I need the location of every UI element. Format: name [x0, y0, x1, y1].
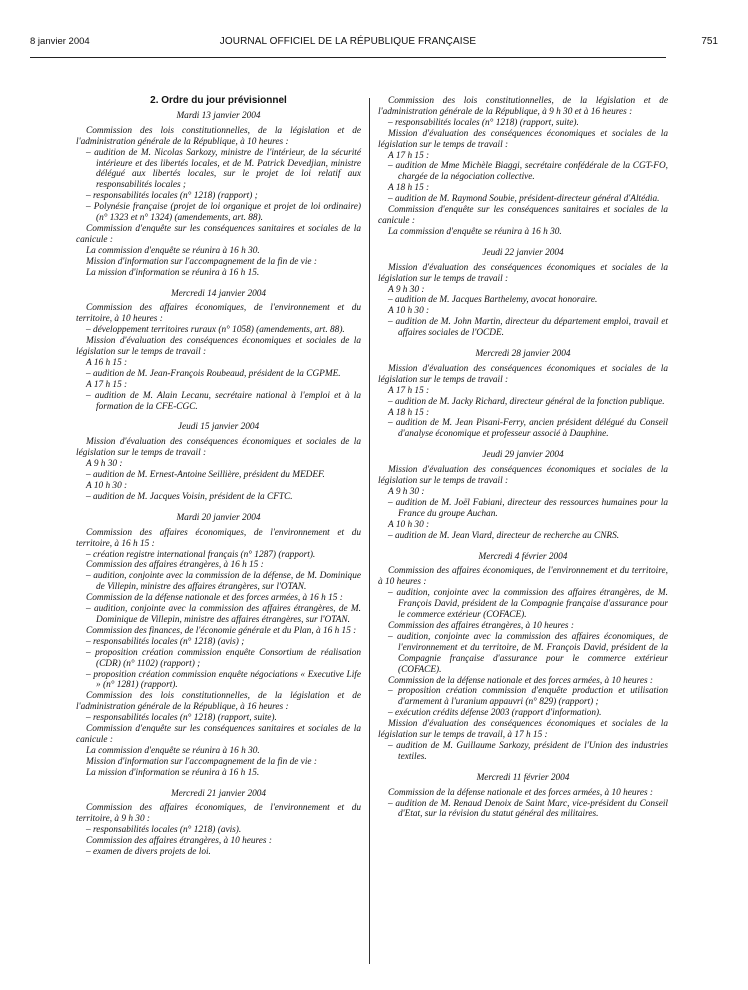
list-item: – audition, conjointe avec la commission des affaires économiques, de l'environnement et du territoire, de M. François David, président de la Compagnie française d'assurance pour le commerce extérieur (COFACE).	[378, 632, 668, 676]
paragraph: La mission d'information se réunira à 16 h 15.	[86, 267, 260, 278]
header-page-number: 751	[701, 36, 718, 47]
paragraph: Commission d'enquête sur les conséquences sanitaires et sociales de la canicule :	[378, 205, 668, 226]
paragraph: Mission d'évaluation des conséquences économiques et sociales de la législation sur le temps de travail :	[378, 363, 668, 385]
paragraph: Mission d'information sur l'accompagnement de la fin de vie :	[86, 756, 317, 767]
paragraph: Mission d'évaluation des conséquences économiques et sociales de la législation sur le temps de travail :	[378, 262, 668, 284]
paragraph: Commission de la défense nationale et des forces armées, à 10 heures :	[388, 675, 654, 686]
date-heading: Mercredi 28 janvier 2004	[475, 349, 571, 360]
date-heading: Jeudi 15 janvier 2004	[177, 422, 260, 433]
date-heading: Mercredi 11 février 2004	[476, 772, 570, 783]
time-label: A 10 h 30 :	[388, 306, 430, 317]
list-item: – audition de M. Alain Lecanu, secrétaire national à l'emploi et à la formation de la CFE-CGC.	[76, 391, 361, 413]
list-item: – Polynésie française (projet de loi organique et projet de loi ordinaire) (n° 1323 et n° 1324) (amendements, art. 88).	[76, 202, 361, 224]
time-label: A 17 h 15 :	[86, 379, 128, 390]
date-heading: Jeudi 29 janvier 2004	[482, 450, 564, 461]
date-heading: Mercredi 21 janvier 2004	[170, 788, 267, 799]
paragraph: Commission des affaires économiques, de l'environnement et du territoire, à 16 h 15 :	[76, 527, 361, 549]
list-item: – responsabilités locales (n° 1218) (avis).	[76, 825, 361, 836]
list-item: – audition de M. Jacques Voisin, président de la CFTC.	[76, 492, 361, 503]
right-column	[378, 96, 668, 820]
paragraph: La commission d'enquête se réunira à 16 h 30.	[388, 226, 562, 237]
list-item: – audition de M. Jacques Barthelemy, avocat honoraire.	[378, 295, 668, 306]
paragraph: Commission des lois constitutionnelles, de la législation et de l'administration générale de la République, à 16 heures :	[76, 691, 361, 713]
list-item: – responsabilités locales (n° 1218) (rapport, suite).	[76, 713, 361, 724]
list-item: – audition, conjointe avec la commission des affaires étrangères, de M. François David, président de la Compagnie française d'assurance pour le commerce extérieur (COFACE).	[378, 588, 668, 621]
date-heading: Mercredi 14 janvier 2004	[170, 288, 267, 299]
paragraph: Mission d'évaluation des conséquences économiques et sociales de la législation sur le temps de travail :	[76, 437, 361, 459]
paragraph: Commission de la défense nationale et des forces armées, à 10 heures :	[388, 787, 654, 798]
left-column	[76, 96, 361, 858]
time-label: A 18 h 15 :	[388, 407, 430, 418]
paragraph: Commission des affaires étrangères, à 16 h 15 :	[86, 560, 264, 571]
list-item: – responsabilités locales (n° 1218) (rapport) ;	[76, 191, 361, 202]
list-item: – développement territoires ruraux (n° 1058) (amendements, art. 88).	[76, 325, 361, 336]
paragraph: Mission d'information sur l'accompagnement de la fin de vie :	[86, 256, 317, 267]
list-item: – audition de M. Jean Pisani-Ferry, ancien président délégué du Conseil d'analyse économique et professeur associé à Dauphine.	[378, 418, 668, 440]
list-item: – audition de M. Jean-François Roubeaud, président de la CGPME.	[76, 369, 361, 380]
list-item: – responsabilités locales (n° 1218) (avis) ;	[76, 637, 361, 648]
list-item: – audition de Mme Michèle Biaggi, secrétaire confédérale de la CGT-FO, chargée de la négociation collective.	[378, 161, 668, 183]
time-label: A 16 h 15 :	[86, 357, 128, 368]
date-heading: Jeudi 22 janvier 2004	[482, 247, 564, 258]
list-item: – création registre international français (n° 1287) (rapport).	[76, 550, 361, 561]
column-divider	[369, 98, 370, 964]
list-item: – examen de divers projets de loi.	[76, 847, 361, 858]
paragraph: Commission des affaires économiques, de l'environnement et du territoire, à 9 h 30 :	[76, 803, 361, 825]
time-label: A 18 h 15 :	[388, 183, 430, 194]
list-item: – responsabilités locales (n° 1218) (rapport, suite).	[378, 118, 668, 129]
paragraph: Commission des affaires économiques, de l'environnement et du territoire, à 10 heures :	[378, 566, 668, 588]
list-item: – audition de M. Nicolas Sarkozy, ministre de l'intérieur, de la sécurité intérieure et des libertés locales, et de M. Patrick Devedjian, ministre délégué aux libertés locales, sur le projet de loi relatif aux responsabilités locales ;	[76, 148, 361, 192]
paragraph: Commission d'enquête sur les conséquences sanitaires et sociales de la canicule :	[76, 724, 361, 745]
paragraph: Mission d'évaluation des conséquences économiques et sociales de la législation sur le temps de travail, à 17 h 15 :	[378, 719, 668, 741]
list-item: – audition de M. Guillaume Sarkozy, président de l'Union des industries textiles.	[378, 741, 668, 763]
list-item: – audition de M. Renaud Denoix de Saint Marc, vice-président du Conseil d'Etat, sur la révision du statut général des militaires.	[378, 799, 668, 821]
time-label: A 17 h 15 :	[388, 150, 430, 161]
list-item: – proposition création commission enquête Consortium de réalisation (CDR) (n° 1102) (rapport) ;	[76, 648, 361, 670]
list-item: – audition, conjointe avec la commission de la défense, de M. Dominique de Villepin, ministre des affaires étrangères, sur l'OTAN.	[76, 571, 361, 593]
paragraph: Commission d'enquête sur les conséquences sanitaires et sociales de la canicule :	[76, 223, 361, 245]
paragraph: Mission d'évaluation des conséquences économiques et sociales de la législation sur le temps de travail :	[76, 336, 361, 358]
header-title: JOURNAL OFFICIEL DE LA RÉPUBLIQUE FRANÇAISE	[219, 36, 477, 47]
page-header	[30, 30, 718, 58]
list-item: – audition de M. Jacky Richard, directeur général de la fonction publique.	[378, 397, 668, 408]
time-label: A 9 h 30 :	[388, 487, 425, 497]
time-label: A 9 h 30 :	[86, 459, 123, 470]
date-heading: Mercredi 4 février 2004	[478, 551, 568, 562]
list-item: – audition de M. Jean Viard, directeur de recherche au CNRS.	[378, 531, 668, 542]
paragraph: La commission d'enquête se réunira à 16 h 30.	[86, 245, 260, 256]
section-title: 2. Ordre du jour prévisionnel	[150, 95, 287, 106]
paragraph: Commission des affaires économiques, de l'environnement et du territoire, à 10 heures :	[76, 303, 361, 325]
date-heading: Mardi 13 janvier 2004	[176, 110, 261, 121]
paragraph: Commission des lois constitutionnelles, de la législation et de l'administration générale de la République, à 10 heures :	[76, 125, 361, 147]
list-item: – audition de M. John Martin, directeur du département emploi, travail et affaires sociales de l'OCDE.	[378, 317, 668, 339]
date-heading: Mardi 20 janvier 2004	[176, 512, 261, 523]
time-label: A 17 h 15 :	[388, 385, 430, 396]
paragraph: La mission d'information se réunira à 16 h 15.	[86, 767, 260, 778]
list-item: – audition de M. Raymond Soubie, président-directeur général d'Altédia.	[378, 194, 668, 205]
time-label: A 9 h 30 :	[388, 284, 425, 295]
paragraph: Mission d'évaluation des conséquences économiques et sociales de la législation sur le temps de travail :	[378, 128, 668, 150]
paragraph: Commission des finances, de l'économie générale et du Plan, à 16 h 15 :	[86, 625, 357, 636]
header-date: 8 janvier 2004	[30, 36, 90, 47]
paragraph: Commission de la défense nationale et des forces armées, à 16 h 15 :	[86, 593, 343, 604]
list-item: – audition, conjointe avec la commission des affaires étrangères, de M. Dominique de Villepin, ministre des affaires étrangères, sur l'OTAN.	[76, 604, 361, 626]
list-item: – proposition création commission enquête négociations « Executive Life » (n° 1281) (rapport).	[76, 670, 361, 692]
time-label: A 10 h 30 :	[388, 519, 430, 530]
paragraph: Commission des affaires étrangères, à 10 heures :	[388, 620, 574, 631]
paragraph: Commission des lois constitutionnelles, de la législation et de l'administration générale de la République, à 9 h 30 et à 16 heures :	[378, 96, 668, 117]
paragraph: Mission d'évaluation des conséquences économiques et sociales de la législation sur le temps de travail :	[378, 465, 668, 487]
list-item: – audition de M. Joël Fabiani, directeur des ressources humaines pour la France du groupe Auchan.	[378, 498, 668, 520]
paragraph: La commission d'enquête se réunira à 16 h 30.	[86, 745, 260, 756]
time-label: A 10 h 30 :	[86, 481, 128, 491]
list-item: – audition de M. Ernest-Antoine Seillière, président du MEDEF.	[76, 470, 361, 481]
list-item: – exécution crédits défense 2003 (rapport d'information).	[378, 708, 668, 719]
paragraph: Commission des affaires étrangères, à 10 heures :	[86, 836, 272, 847]
list-item: – proposition création commission d'enquête production et utilisation d'armement à l'uranium appauvri (n° 829) (rapport) ;	[378, 686, 668, 708]
